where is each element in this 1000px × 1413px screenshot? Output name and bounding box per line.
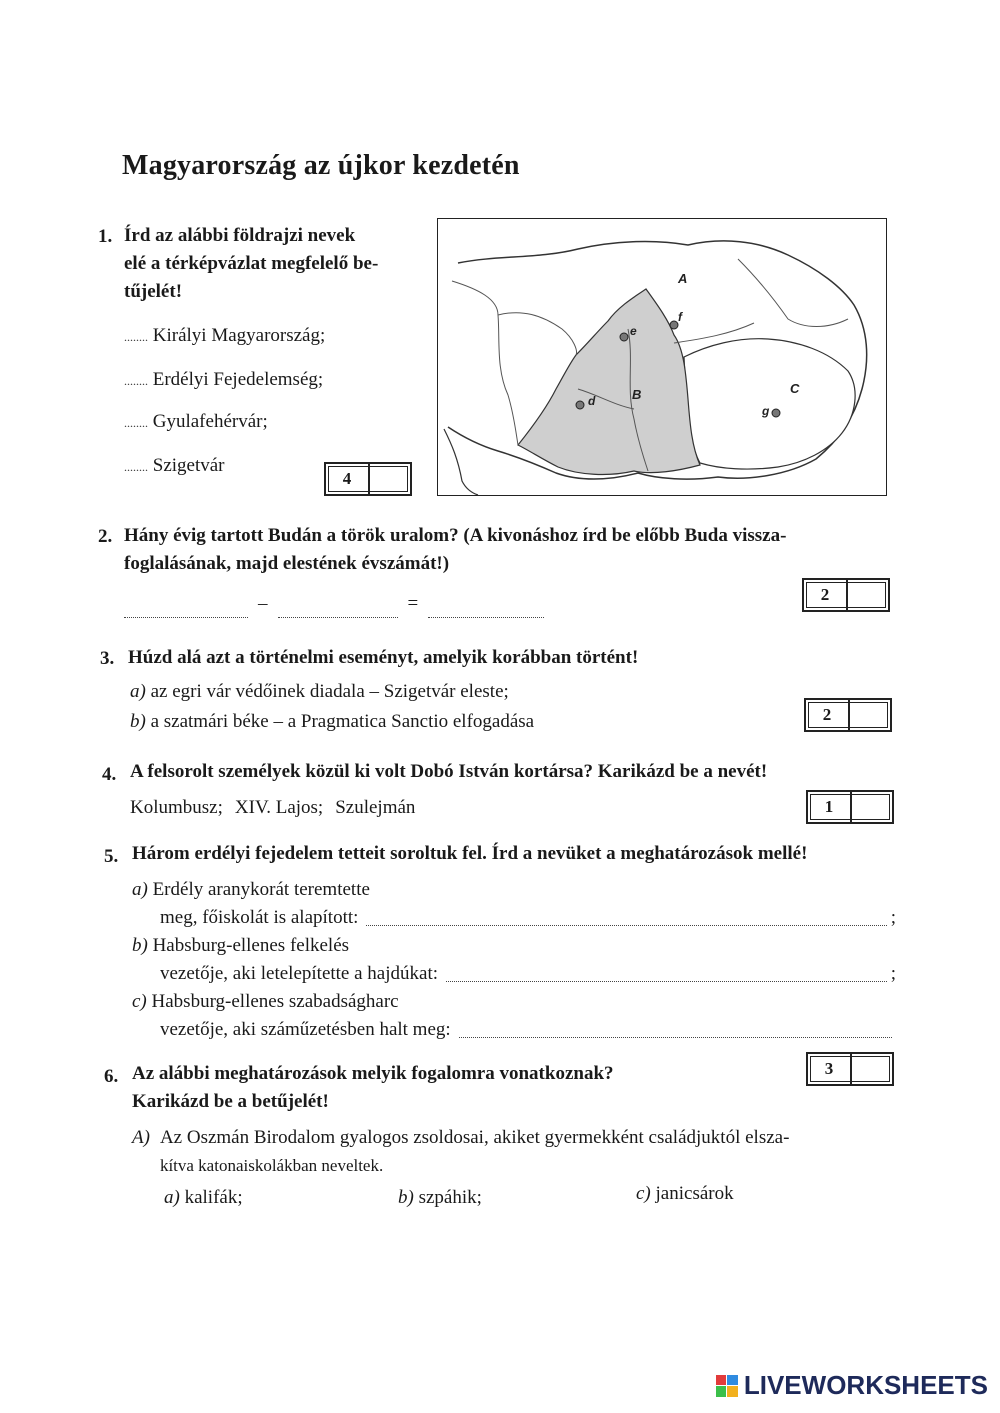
q5-item-letter: b) (132, 935, 148, 956)
q6-number: 6. (104, 1066, 119, 1087)
q3-text: Húzd alá azt a történelmi eseményt, amelyik korábban történt! (128, 647, 639, 668)
q4-name-option[interactable]: XIV. Lajos; (234, 797, 324, 818)
q1-item (124, 322, 325, 351)
q6-points: 3 (808, 1054, 852, 1084)
q1-number: 1. (98, 226, 113, 247)
map-label-d: d (588, 394, 596, 408)
q5-item-line1: Erdély aranykorát teremtette (152, 879, 370, 900)
q4-score-field[interactable] (852, 792, 892, 822)
q6-sub-letter: A) (132, 1127, 150, 1148)
q5-item-letter: c) (132, 991, 147, 1012)
q5-item-line1: Habsburg-ellenes szabadságharc (151, 991, 399, 1012)
q6-text-line: Karikázd be a betűjelét! (132, 1091, 329, 1112)
q3-points: 2 (806, 700, 850, 730)
q1-item (124, 366, 323, 395)
q4-names (130, 794, 415, 822)
q2-text-line: Hány évig tartott Budán a török uralom? (A kivonáshoz írd be előbb Buda vissza- (124, 525, 787, 546)
q1-item-label: Királyi Magyarország; (152, 325, 326, 346)
q5-number: 5. (104, 846, 119, 867)
q5-answer-input-a[interactable] (366, 909, 886, 926)
ottoman-region (518, 289, 700, 474)
q6-sub-line: Az Oszmán Birodalom gyalogos zsoldosai, akiket gyermekként családjuktól elsza- (159, 1127, 790, 1148)
q3-option-a[interactable] (130, 678, 509, 706)
q2-year-recapture-input[interactable] (124, 601, 248, 618)
q1-item-label: Szigetvár (152, 455, 225, 476)
city-dot-d (576, 401, 584, 409)
q1-text-line: tűjelét! (124, 281, 183, 302)
q1-answer-blank[interactable]: ........ (124, 416, 148, 430)
q4-number: 4. (102, 764, 117, 785)
q5-item-line2: vezetője, aki száműzetésben halt meg: (160, 1019, 451, 1040)
map-label-c: C (790, 381, 800, 396)
q5-item-line2: vezetője, aki letelepítette a hajdúkat: (160, 963, 439, 984)
q3-option-letter: b) (130, 711, 146, 732)
q2-score-box (802, 578, 890, 612)
q5-item-end: ; (890, 963, 896, 984)
q4-score-box (806, 790, 894, 824)
q2-points: 2 (804, 580, 848, 610)
page-title: Magyarország az újkor kezdetén (122, 150, 520, 181)
map-label-a: A (678, 271, 688, 286)
q2-year-fall-input[interactable] (278, 601, 398, 618)
q5-text: Három erdélyi fejedelem tetteit soroltuk fel. Írd a nevüket a meghatározások mellé! (132, 843, 808, 864)
q6-text-line: Az alábbi meghatározások melyik fogalomra vonatkoznak? (132, 1063, 614, 1084)
q6-option-text[interactable]: szpáhik; (418, 1187, 482, 1208)
q6-text (132, 1060, 772, 1116)
q2-text-line: foglalásának, majd elestének évszámát!) (124, 553, 450, 574)
coast-line (444, 429, 478, 495)
q1-score-field[interactable] (370, 464, 410, 494)
q6-option-text[interactable]: janicsárok (655, 1183, 734, 1204)
q2-equals: = (407, 593, 419, 614)
q6-score-box (806, 1052, 894, 1086)
q1-item (124, 452, 225, 481)
q2-equation (124, 590, 544, 618)
q6-option-letter: b) (398, 1187, 414, 1208)
city-dot-f (670, 321, 678, 329)
q6-score-field[interactable] (852, 1054, 892, 1084)
q3-option-text[interactable]: a szatmári béke – a Pragmatica Sanctio elfogadása (150, 711, 535, 732)
q4-name-option[interactable]: Szulejmán (335, 797, 416, 818)
transylvania-region (684, 339, 855, 469)
q6-option-letter: c) (636, 1183, 651, 1204)
logo-mark-icon (716, 1375, 738, 1397)
q5-item-letter: a) (132, 879, 148, 900)
q4-points: 1 (808, 792, 852, 822)
border-line (452, 281, 518, 445)
q5-item-a (132, 876, 896, 932)
q1-answer-blank[interactable]: ........ (124, 374, 148, 388)
q6-option-a[interactable] (164, 1184, 243, 1212)
q1-score-box (324, 462, 412, 496)
q5-item-line2: meg, főiskolát is alapított: (160, 907, 359, 928)
q6-option-c[interactable] (636, 1180, 734, 1208)
q4-name-option[interactable]: Kolumbusz; (130, 797, 223, 818)
q1-item-label: Erdélyi Fejedelemség; (152, 369, 324, 390)
map-label-f: f (678, 310, 682, 324)
q4-text: A felsorolt személyek közül ki volt Dobó István kortársa? Karikázd be a nevét! (130, 761, 768, 782)
border-line (738, 259, 848, 327)
city-dot-e (620, 333, 628, 341)
q3-option-letter: a) (130, 681, 146, 702)
q1-text-line: elé a térképvázlat megfelelő be- (124, 253, 379, 274)
q3-score-field[interactable] (850, 700, 890, 730)
border-line (498, 313, 576, 355)
q1-item (124, 408, 268, 437)
map-drawing (438, 219, 886, 495)
q5-item-end: ; (890, 907, 896, 928)
q5-answer-input-b[interactable] (446, 965, 887, 982)
q6-subquestion (132, 1124, 902, 1180)
q1-item-label: Gyulafehérvár; (152, 411, 268, 432)
brand-name: LIVEWORKSHEETS (743, 1370, 988, 1400)
q5-item-b (132, 932, 896, 988)
q5-answer-input-c[interactable] (459, 1021, 892, 1038)
q1-text (124, 222, 424, 306)
q3-option-text[interactable]: az egri vár védőinek diadala – Szigetvár eleste; (150, 681, 509, 702)
q6-option-b[interactable] (398, 1184, 482, 1212)
q2-result-input[interactable] (428, 601, 544, 618)
q5-item-line1: Habsburg-ellenes felkelés (152, 935, 350, 956)
q1-answer-blank[interactable]: ........ (124, 330, 148, 344)
map-label-e: e (630, 324, 637, 338)
liveworksheets-logo (716, 1370, 988, 1401)
q3-option-b[interactable] (130, 708, 534, 736)
q6-sub-line: kítva katonaiskolákban neveltek. (159, 1156, 384, 1175)
q2-text (124, 522, 904, 578)
map-label-b: B (632, 387, 642, 402)
map-label-g: g (762, 404, 770, 418)
q5-item-c (132, 988, 896, 1044)
q2-score-field[interactable] (848, 580, 888, 610)
q1-points: 4 (326, 464, 370, 494)
q1-answer-blank[interactable]: ........ (124, 460, 148, 474)
q2-minus: – (258, 593, 268, 614)
q6-option-letter: a) (164, 1187, 180, 1208)
q3-score-box (804, 698, 892, 732)
q1-text-line: Írd az alábbi földrajzi nevek (124, 225, 356, 246)
q2-number: 2. (98, 526, 113, 547)
q6-option-text[interactable]: kalifák; (184, 1187, 243, 1208)
q3-number: 3. (100, 648, 115, 669)
city-dot-g (772, 409, 780, 417)
hungary-map (437, 218, 887, 496)
